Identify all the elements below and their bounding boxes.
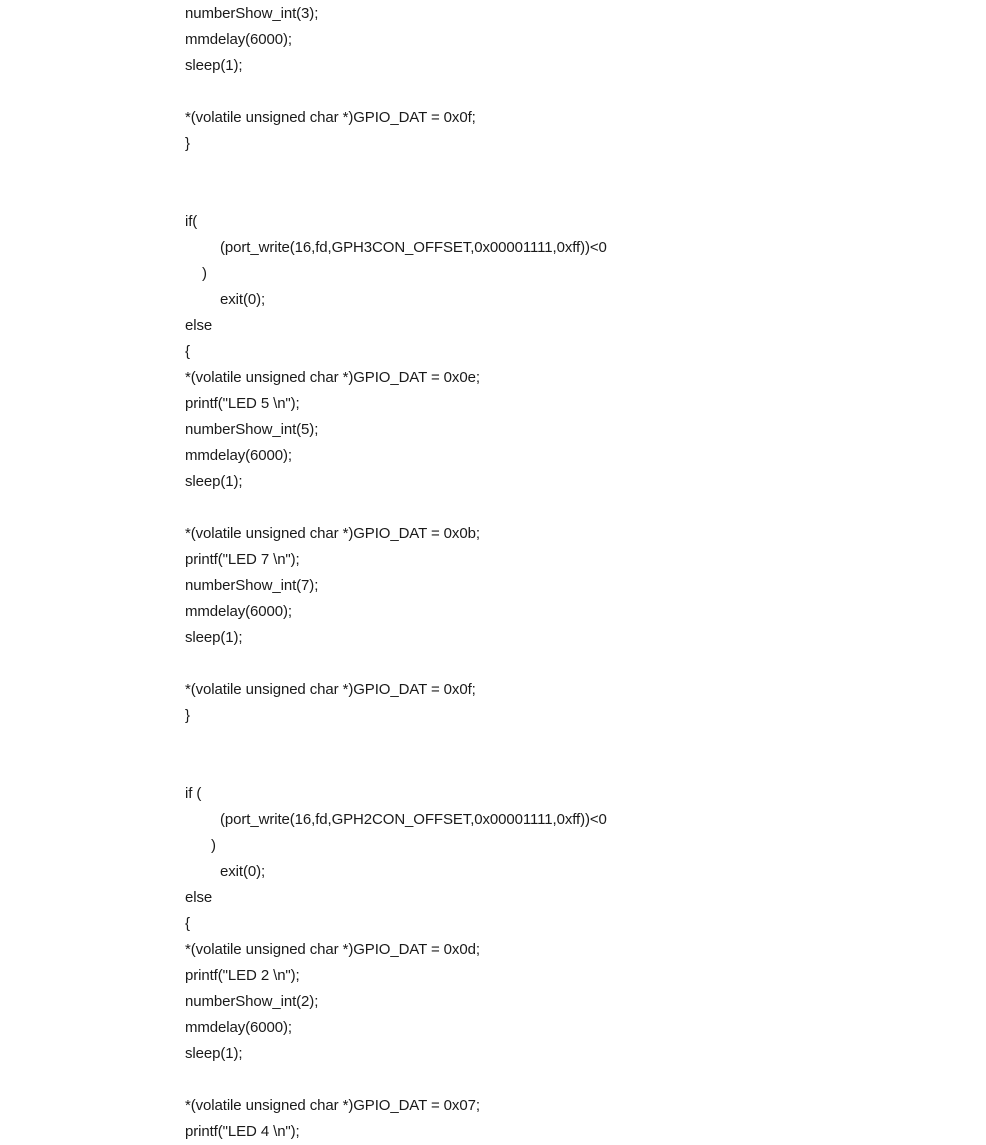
- code-line: if (: [185, 785, 202, 802]
- code-line: *(volatile unsigned char *)GPIO_DAT = 0x0f;: [185, 681, 476, 698]
- code-line: *(volatile unsigned char *)GPIO_DAT = 0x0d;: [185, 941, 480, 958]
- code-line: *(volatile unsigned char *)GPIO_DAT = 0x0e;: [185, 369, 480, 386]
- code-line: *(volatile unsigned char *)GPIO_DAT = 0x0f;: [185, 109, 476, 126]
- code-line: exit(0);: [220, 863, 266, 880]
- code-line: mmdelay(6000);: [185, 1019, 292, 1036]
- blank-line: [185, 183, 607, 209]
- code-line: numberShow_int(3);: [185, 5, 319, 22]
- blank-line: [185, 729, 607, 755]
- code-line: sleep(1);: [185, 1045, 243, 1062]
- code-line: {: [185, 343, 190, 360]
- code-line: sleep(1);: [185, 473, 243, 490]
- code-line: (port_write(16,fd,GPH2CON_OFFSET,0x00001111,0xff))<0: [220, 811, 607, 828]
- blank-line: [185, 157, 607, 183]
- code-listing: [185, 0, 607, 1145]
- code-line: else: [185, 317, 213, 334]
- code-line: printf("LED 7 \n");: [185, 551, 300, 568]
- code-line: (port_write(16,fd,GPH3CON_OFFSET,0x00001111,0xff))<0: [220, 239, 607, 256]
- code-line: exit(0);: [220, 291, 266, 308]
- code-line: mmdelay(6000);: [185, 31, 292, 48]
- code-line: }: [185, 707, 190, 724]
- blank-line: [185, 1067, 607, 1093]
- code-line: if(: [185, 213, 198, 230]
- code-line: ): [211, 837, 216, 854]
- code-line: }: [185, 135, 190, 152]
- code-line: sleep(1);: [185, 629, 243, 646]
- code-line: *(volatile unsigned char *)GPIO_DAT = 0x07;: [185, 1097, 480, 1114]
- code-line: printf("LED 4 \n");: [185, 1123, 300, 1140]
- code-line: *(volatile unsigned char *)GPIO_DAT = 0x0b;: [185, 525, 480, 542]
- code-line: sleep(1);: [185, 57, 243, 74]
- code-line: numberShow_int(7);: [185, 577, 319, 594]
- code-line: else: [185, 889, 213, 906]
- code-line: numberShow_int(5);: [185, 421, 319, 438]
- code-line: mmdelay(6000);: [185, 447, 292, 464]
- code-line: {: [185, 915, 190, 932]
- code-line: numberShow_int(2);: [185, 993, 319, 1010]
- code-line: ): [202, 265, 207, 282]
- code-line: printf("LED 2 \n");: [185, 967, 300, 984]
- code-line: printf("LED 5 \n");: [185, 395, 300, 412]
- blank-line: [185, 495, 607, 521]
- blank-line: [185, 79, 607, 105]
- blank-line: [185, 651, 607, 677]
- code-line: mmdelay(6000);: [185, 603, 292, 620]
- blank-line: [185, 755, 607, 781]
